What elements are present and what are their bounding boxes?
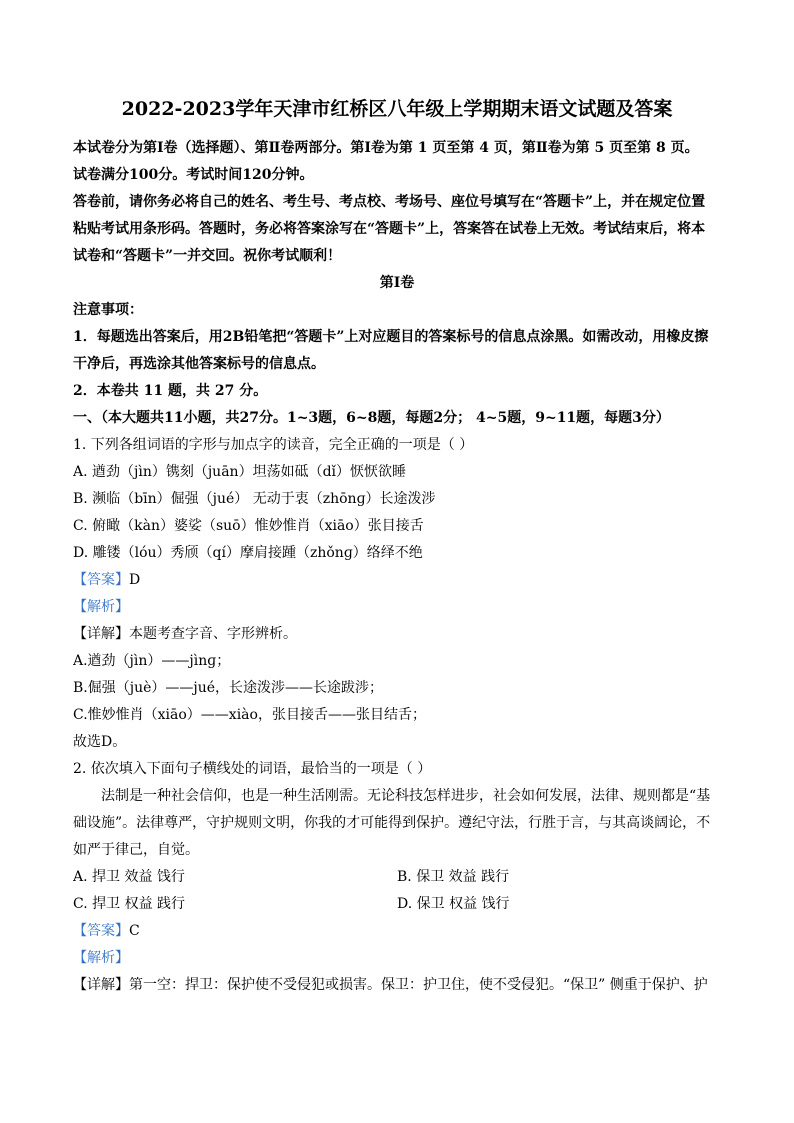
answer-tag: 【答案】 bbox=[73, 923, 129, 939]
question-1-option-d: D. 雕镂（lóu）秀颀（qí）摩肩接踵（zhǒnɡ）络绎不绝 bbox=[73, 545, 423, 561]
question-1-answer bbox=[73, 567, 721, 594]
question-2-passage-line: 如严于律己，自觉。 bbox=[73, 842, 199, 858]
note-line: 1．每题选出答案后，用2B铅笔把“答题卡”上对应题目的答案标号的信息点涂黑。如需改动，用橡皮擦 bbox=[73, 329, 709, 345]
question-1-explanation: B.倔强（juè）——jué，长途泼涉——长途跋涉； bbox=[73, 680, 384, 696]
analysis-tag: 【解析】 bbox=[73, 950, 129, 966]
note-line: 干净后，再选涂其他答案标号的信息点。 bbox=[73, 356, 325, 372]
intro-paragraph bbox=[73, 135, 721, 999]
question-2-option-c: C. 捍卫 权益 践行 bbox=[73, 896, 186, 912]
question-2-options-row bbox=[73, 891, 721, 918]
question-2-option-d: D. 保卫 权益 饯行 bbox=[397, 896, 510, 912]
analysis-tag: 【解析】 bbox=[73, 599, 129, 615]
detail-tag: 【详解】 bbox=[73, 626, 129, 642]
question-2-analysis bbox=[73, 945, 721, 972]
question-1-option-c: C. 俯瞰（kàn）婆娑（suō）惟妙惟肖（xiāo）张目接舌 bbox=[73, 518, 424, 534]
intro-line: 粘贴考试用条形码。答题时，务必将答案涂写在“答题卡”上，答案答在试卷上无效。考试结束后，将本 bbox=[73, 221, 706, 237]
document-title: 2022-2023学年天津市红桥区八年级上学期期末语文试题及答案 bbox=[121, 98, 673, 120]
question-2-option-b: B. 保卫 效益 践行 bbox=[397, 869, 510, 885]
question-2-option-a: A. 捍卫 效益 饯行 bbox=[73, 869, 185, 885]
section-title: 第Ⅰ卷 bbox=[379, 275, 415, 291]
question-1-option-a: A. 遒劲（jìn）镌刻（juān）坦荡如砥（dǐ）恹恹欲睡 bbox=[73, 464, 407, 480]
answer-value: C bbox=[129, 923, 140, 939]
answer-tag: 【答案】 bbox=[73, 572, 129, 588]
question-1-analysis bbox=[73, 594, 721, 621]
question-1-detail bbox=[73, 621, 721, 648]
question-2-answer bbox=[73, 918, 721, 945]
detail-text: 第一空：捍卫：保护使不受侵犯或损害。保卫：护卫住，使不受侵犯。“保卫” 侧重于保护、护 bbox=[129, 977, 708, 993]
notes-heading: 注意事项： bbox=[73, 302, 143, 318]
question-1-option-b: B. 濒临（bīn）倔强（jué） 无动于衷（zhōnɡ）长途泼涉 bbox=[73, 491, 436, 507]
answer-value: D bbox=[129, 572, 141, 588]
question-1-stem: 1. 下列各组词语的字形与加点字的读音，完全正确的一项是（ ） bbox=[73, 437, 474, 453]
detail-text: 本题考查字音、字形辨析。 bbox=[129, 626, 297, 642]
note-line: 2．本卷共 11 题，共 27 分。 bbox=[73, 383, 268, 399]
intro-line: 答卷前，请你务必将自己的姓名、考生号、考点校、考场号、座位号填写在“答题卡”上，并在规定位置 bbox=[73, 194, 706, 210]
question-2-passage-line: 础设施”。法律尊严，守护规则文明，你我的才可能得到保护。遵纪守法，行胜于言，与其高谈阔论，不 bbox=[73, 815, 711, 831]
intro-line: 试卷满分100分。考试时间120分钟。 bbox=[73, 167, 314, 183]
detail-tag: 【详解】 bbox=[73, 977, 129, 993]
question-2-options-row bbox=[73, 864, 721, 891]
question-2-passage-line: 法制是一种社会信仰，也是一种生活刚需。无论科技怎样进步，社会如何发展，法律、规则都是“基 bbox=[101, 788, 711, 804]
question-1-explanation: A.遒劲（jìn）——jìnɡ； bbox=[73, 653, 231, 669]
question-2-detail bbox=[73, 972, 721, 999]
question-1-explanation: C.惟妙惟肖（xiāo）——xiào，张目接舌——张目结舌； bbox=[73, 707, 426, 723]
intro-line: 本试卷分为第Ⅰ卷（选择题）、第Ⅱ卷两部分。第Ⅰ卷为第 1 页至第 4 页，第Ⅱ卷为第 5 页至第 8 页。 bbox=[73, 140, 699, 156]
part-heading: 一、（本大题共11小题，共27分。1~3题，6~8题，每题2分； 4~5题，9~11题，每题3分） bbox=[73, 410, 670, 426]
question-1-conclusion: 故选D。 bbox=[73, 734, 127, 750]
question-2-stem: 2. 依次填入下面句子横线处的词语，最恰当的一项是（ ） bbox=[73, 761, 432, 777]
intro-line: 试卷和“答题卡”一并交回。祝你考试顺利！ bbox=[73, 248, 342, 264]
